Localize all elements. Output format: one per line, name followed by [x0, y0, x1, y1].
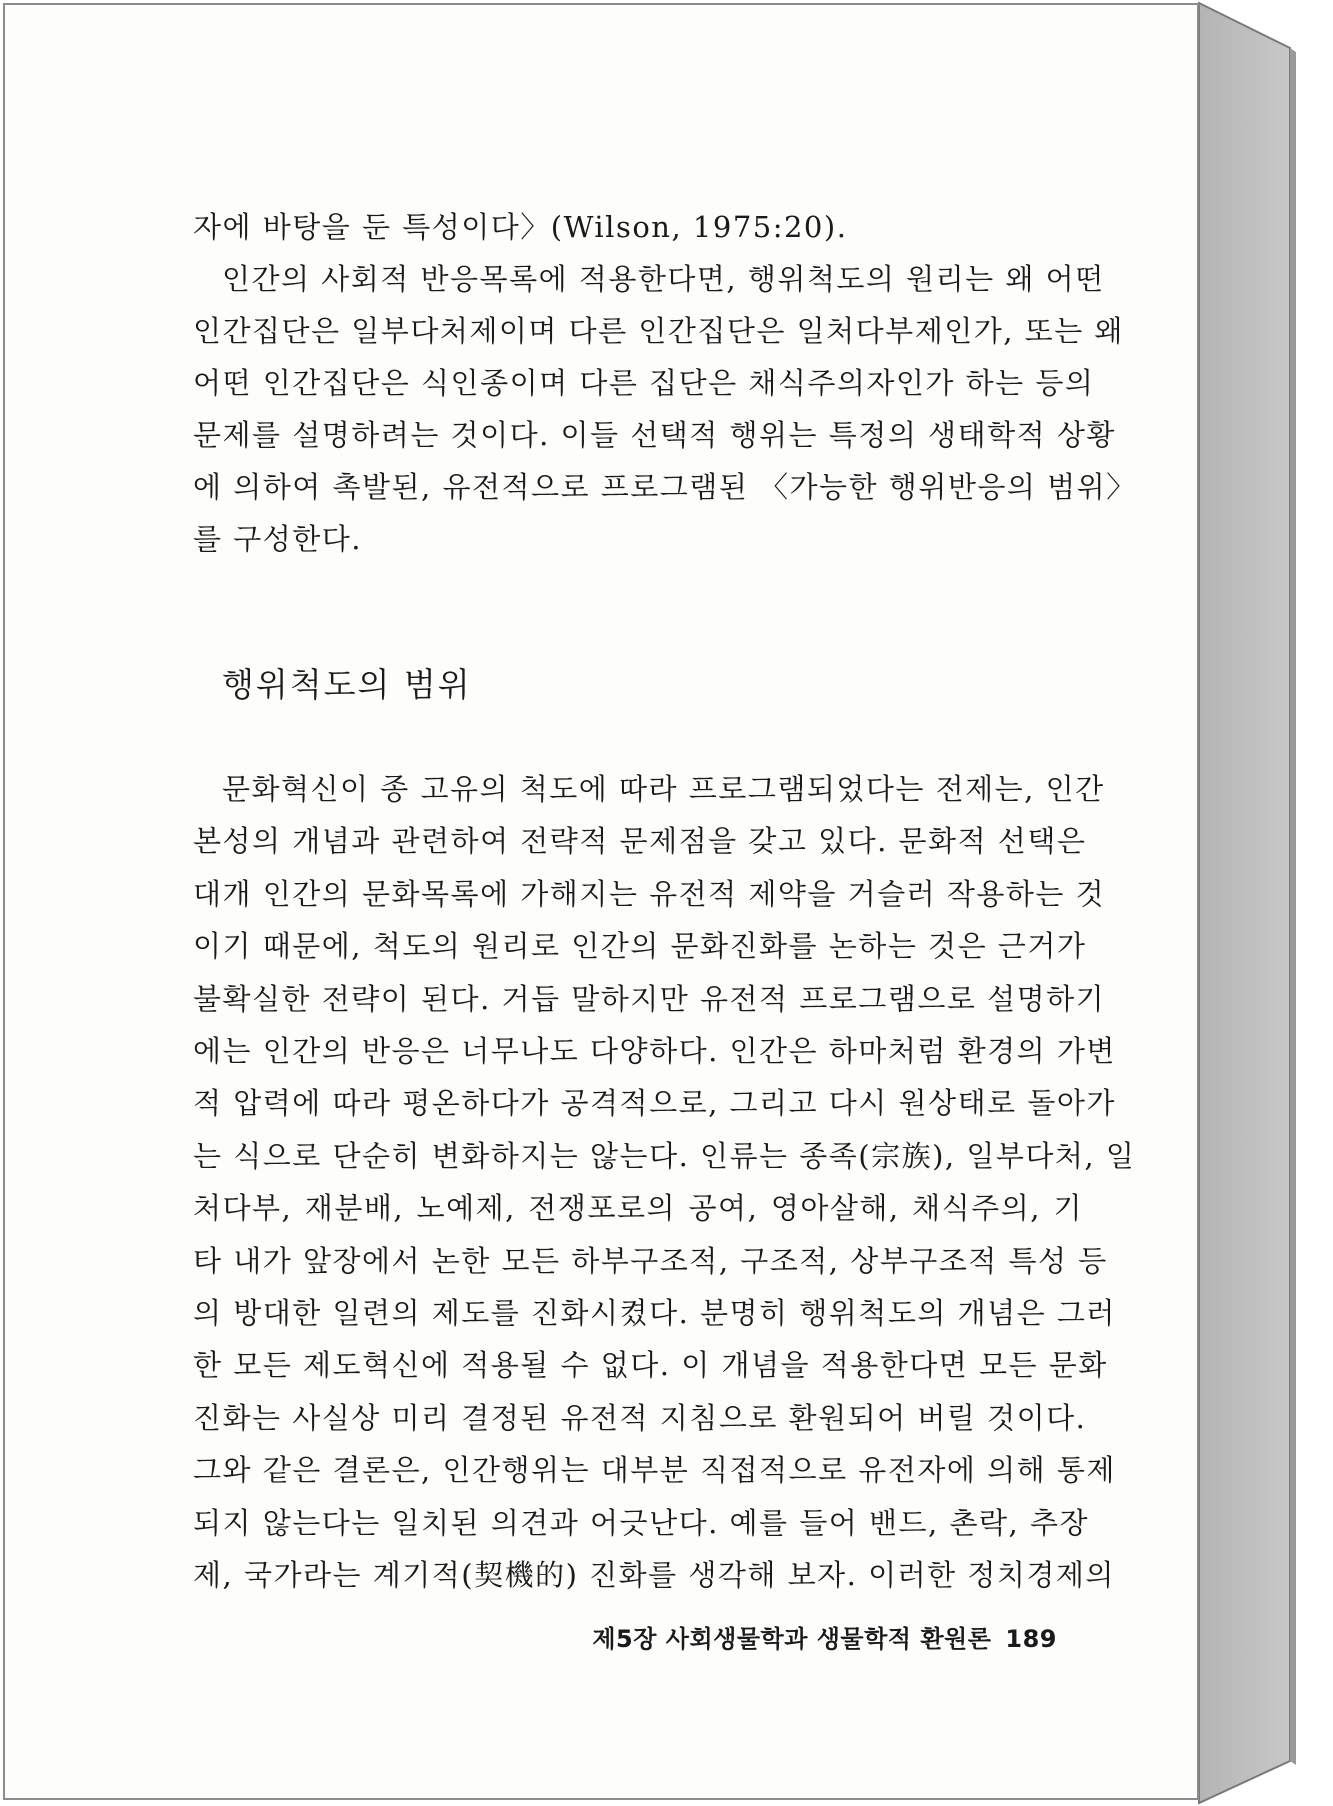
text-line: 타 내가 앞장에서 논한 모든 하부구조적, 구조적, 상부구조적 특성 등 [193, 1243, 1108, 1278]
text-line: 본성의 개념과 관련하여 전략적 문제점을 갖고 있다. 문화적 선택은 [193, 824, 1087, 859]
text-line: 대개 인간의 문화목록에 가해지는 유전적 제약을 거슬러 작용하는 것 [193, 876, 1106, 911]
book-page [3, 3, 1199, 1800]
text-line: 의 방대한 일련의 제도를 진화시켰다. 분명히 행위척도의 개념은 그러 [193, 1296, 1116, 1331]
paragraph-1 [193, 201, 1137, 565]
text-line: 적 압력에 따라 평온하다가 공격적으로, 그리고 다시 원상태로 돌아가 [193, 1086, 1116, 1121]
text-line: 문제를 설명하려는 것이다. 이들 선택적 행위는 특정의 생태학적 상황 [193, 418, 1116, 452]
text-line: 자에 바탕을 둔 특성이다〉(Wilson, 1975:20). [193, 210, 848, 244]
text-line: 문화혁신이 종 고유의 척도에 따라 프로그램되었다는 전제는, 인간 [222, 772, 1105, 806]
text-line: 에 의하여 촉발된, 유전적으로 프로그램된 〈가능한 행위반응의 범위〉 [193, 470, 1137, 504]
page-number: 189 [1005, 1625, 1057, 1653]
text-line: 한 모든 제도혁신에 적용될 수 없다. 이 개념을 적용한다면 모든 문화 [193, 1348, 1108, 1383]
text-line: 되지 않는다는 일치된 의견과 어긋난다. 예를 들어 밴드, 촌락, 추장 [193, 1505, 1089, 1540]
text-line: 에는 인간의 반응은 너무나도 다양하다. 인간은 하마처럼 환경의 가변 [193, 1034, 1116, 1069]
text-line: 처다부, 재분배, 노예제, 전쟁포로의 공여, 영아살해, 채식주의, 기 [193, 1191, 1083, 1226]
text-line: 를 구성한다. [193, 522, 363, 556]
section-heading: 행위척도의 범위 [222, 665, 472, 704]
text-line: 제, 국가라는 계기적(契機的) 진화를 생각해 보자. 이러한 정치경제의 [193, 1558, 1115, 1593]
text-line: 불확실한 전략이 된다. 거듭 말하지만 유전적 프로그램으로 설명하기 [193, 981, 1106, 1016]
running-footer [585, 1619, 1057, 1654]
text-line: 그와 같은 결론은, 인간행위는 대부분 직접적으로 유전자에 의해 통제 [193, 1453, 1116, 1488]
text-line: 인간집단은 일부다처제이며 다른 인간집단은 일처다부제인가, 또는 왜 [193, 314, 1124, 348]
text-line: 인간의 사회적 반응목록에 적용한다면, 행위척도의 원리는 왜 어떤 [222, 262, 1105, 296]
chapter-title: 제5장 사회생물학과 생물학적 환원론 [592, 1625, 992, 1653]
text-line: 진화는 사실상 미리 결정된 유전적 지침으로 환원되어 버릴 것이다. [193, 1400, 1087, 1435]
text-line: 어떤 인간집단은 식인종이며 다른 집단은 채식주의자인가 하는 등의 [193, 366, 1095, 400]
text-line: 이기 때문에, 척도의 원리로 인간의 문화진화를 논하는 것은 근거가 [193, 929, 1087, 964]
paragraph-2 [193, 763, 1136, 1602]
text-line: 는 식으로 단순히 변화하지는 않는다. 인류는 종족(宗族), 일부다처, 일 [193, 1138, 1136, 1173]
